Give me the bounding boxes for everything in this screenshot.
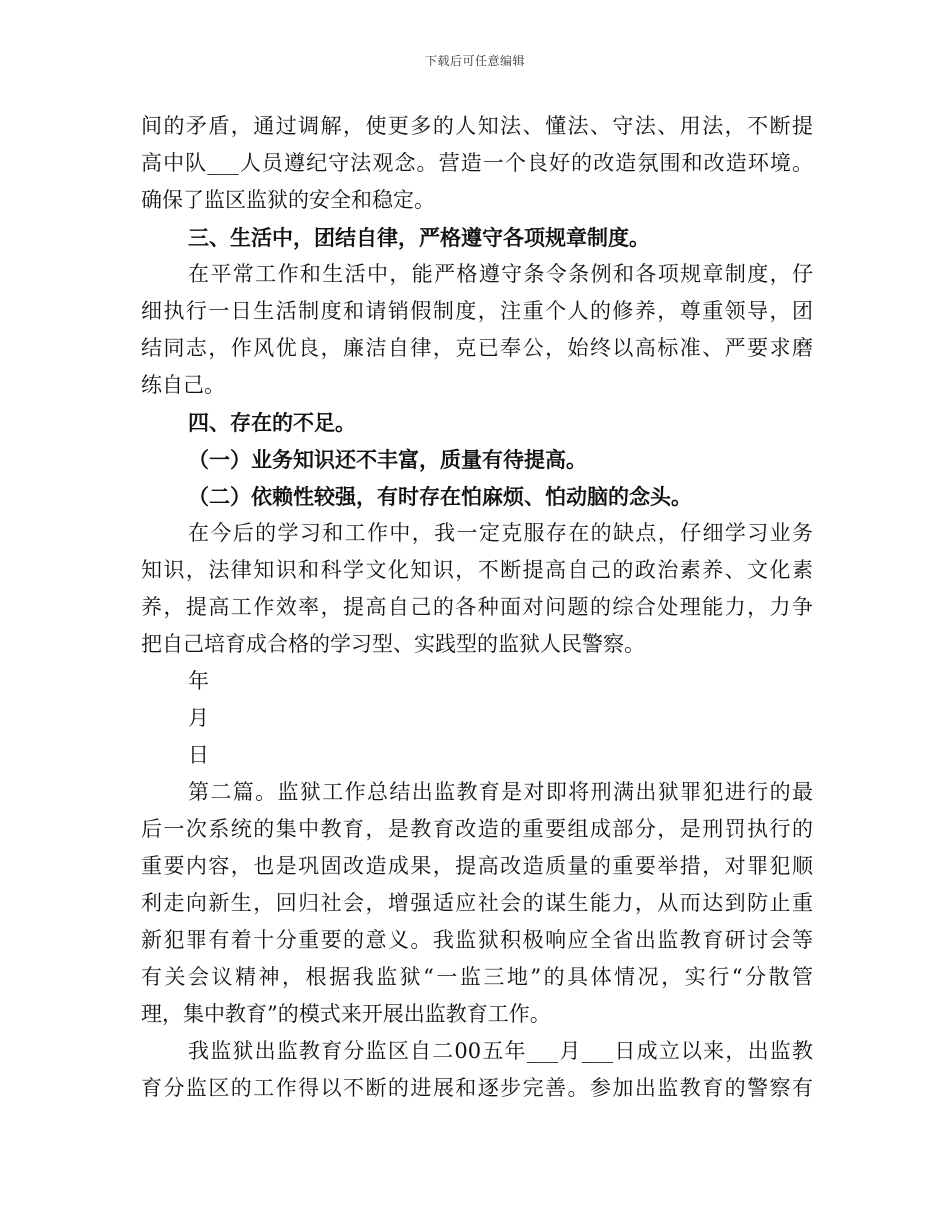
body-text-line: 把自己培育成合格的学习型、实践型的监狱人民警察。: [141, 632, 645, 656]
body-text-line: 新犯罪有着十分重要的意义。我监狱积极响应全省出监教育研讨会等: [141, 928, 813, 952]
body-text-line: 有关会议精神，根据我监狱“一监三地”的具体情况，实行“分散管: [141, 965, 813, 989]
body-text-line: 在平常工作和生活中，能严格遵守条令条例和各项规章制度，仔: [188, 262, 813, 286]
body-text-line: 重要内容，也是巩固改造成果，提高改造质量的重要举措，对罪犯顺: [141, 854, 813, 878]
section-heading-line: 四、存在的不足。: [188, 410, 356, 435]
body-text-line: 利走向新生，回归社会，增强适应社会的谋生能力，从而达到防止重: [141, 891, 813, 915]
body-text-line: 育分监区的工作得以不断的进展和逐步完善。参加出监教育的警察有: [141, 1076, 813, 1100]
section-heading-line: 三、生活中，团结自律，严格遵守各项规章制度。: [188, 225, 650, 250]
body-text-line: 细执行一日生活制度和请销假制度，注重个人的修养，尊重领导，团: [141, 299, 813, 323]
body-text-line: 第二篇。监狱工作总结出监教育是对即将刑满出狱罪犯进行的最: [188, 780, 813, 804]
body-text-line: 高中队___人员遵纪守法观念。营造一个良好的改造氛围和改造环境。: [141, 151, 813, 175]
body-text-line: 确保了监区监狱的安全和稳定。: [141, 188, 435, 212]
body-text-line: 练自己。: [141, 373, 225, 397]
body-text-line: 养，提高工作效率，提高自己的各种面对问题的综合处理能力，力争: [141, 595, 813, 619]
body-text-line: 理，集中教育”的模式来开展出监教育工作。: [141, 1002, 551, 1026]
body-text-line: 后一次系统的集中教育，是教育改造的重要组成部分，是刑罚执行的: [141, 817, 813, 841]
body-text-line: 间的矛盾，通过调解，使更多的人知法、懂法、守法、用法，不断提: [141, 114, 813, 138]
body-text-line: 年: [188, 669, 209, 693]
body-text-line: 我监狱出监教育分监区自二00五年___月___日成立以来，出监教: [188, 1039, 813, 1063]
section-heading-line: （二）依赖性较强，有时存在怕麻烦、怕动脑的念头。: [188, 484, 692, 509]
document-body: [141, 108, 813, 1107]
body-text-line: 知识，法律知识和科学文化知识，不断提高自己的政治素养、文化素: [141, 558, 813, 582]
section-heading-line: （一）业务知识还不丰富，质量有待提高。: [188, 447, 587, 472]
body-text-line: 日: [188, 743, 209, 767]
body-text-line: 月: [188, 706, 209, 730]
page-header: 下载后可任意编辑: [424, 54, 525, 68]
body-text-line: 在今后的学习和工作中，我一定克服存在的缺点，仔细学习业务: [188, 521, 813, 545]
body-text-line: 结同志，作风优良，廉洁自律，克已奉公，始终以高标准、严要求磨: [141, 336, 813, 360]
